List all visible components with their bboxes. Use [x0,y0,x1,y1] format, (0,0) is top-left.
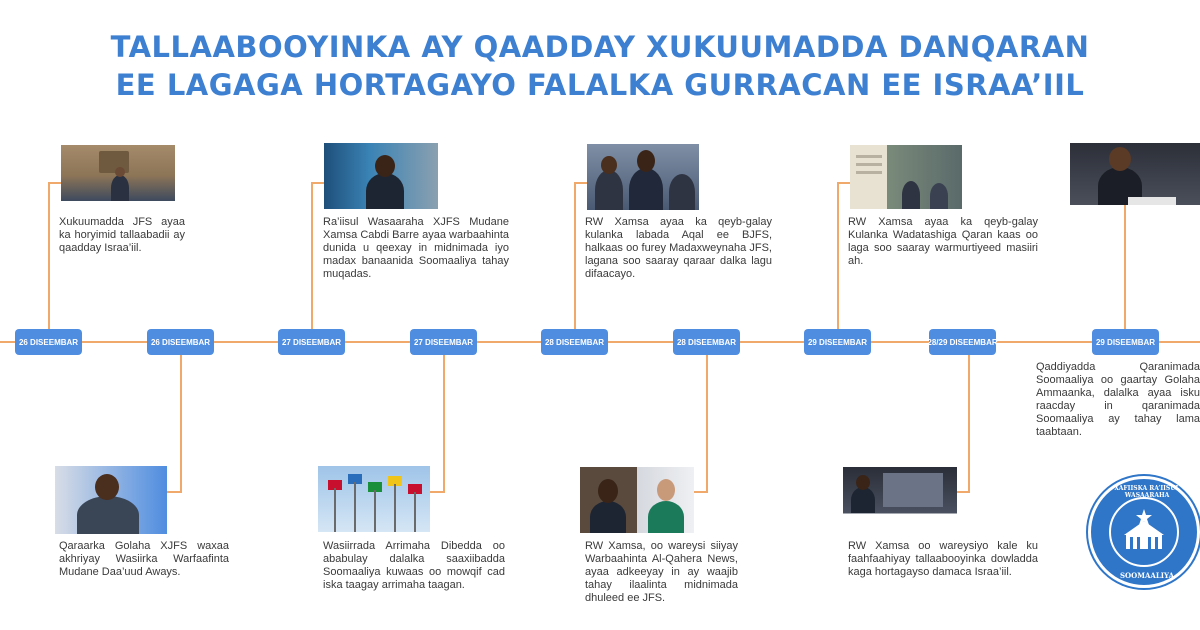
event-description: Xukuumadda JFS ayaa ka horyimid tallaabadii ay qaadday Israa’iil. [59,216,185,254]
minister-speaking-photo [55,466,167,534]
connector-stub-1 [48,182,62,184]
event-description: RW Xamsa ayaa ka qeyb-galay kulanka labada Aqal ee BJFS, halkaas oo furey Madaxweynaha JFS, lagana soo saaray qaraar dalka lagu difaacayo. [585,216,772,280]
seal-bottom-text: SOOMAALIYA [1119,571,1175,580]
connector-stub-4 [429,491,445,493]
building-icon [1109,497,1179,567]
date-badge: 27 DISEEMBAR [278,329,345,355]
parliament-session-photo [587,144,699,210]
government-meeting-photo [61,145,175,201]
date-badge: 29 DISEEMBAR [1092,329,1159,355]
event-description: RW Xamsa, oo wareysi siiyay Warbaahinta Al-Qahera News, ayaa adkeeyay in ay waajib tahay ilaalinta midnimada dhuleed ee JFS. [585,540,738,604]
page-title-line-2: EE LAGAGA HORTAGAYO FALALKA GURRACAN EE ISRAA’IIL [115,68,1085,102]
connector-up-3 [311,183,313,341]
event-description: RW Xamsa oo wareysiyo kale ku faahfaahiyay tallaabooyinka dowladda kaga hortagayso damaca Israa’iil. [848,540,1038,578]
connector-stub-8 [955,491,970,493]
connector-up-7 [837,183,839,341]
consultative-meeting-photo [850,145,962,209]
date-badge: 28/29 DISEEMBAR [929,329,996,355]
connector-down-6 [706,342,708,492]
security-council-photo [1070,143,1200,205]
date-badge: 29 DISEEMBAR [804,329,871,355]
date-badge: 28 DISEEMBAR [541,329,608,355]
date-badge: 27 DISEEMBAR [410,329,477,355]
connector-down-2 [180,342,182,492]
date-badge: 26 DISEEMBAR [15,329,82,355]
date-badge: 26 DISEEMBAR [147,329,214,355]
tv-interview-photo [580,467,694,533]
connector-down-4 [443,342,445,492]
connector-down-8 [968,342,970,492]
event-description: Ra’iisul Wasaaraha XJFS Mudane Xamsa Cabdi Barre ayaa warbaahinta dunida u qeexay in midnimada iyo madax banaanida Soomaaliya tahay muqadas. [323,216,509,280]
event-description: Wasiirrada Arrimaha Dibedda oo ababulay dalalka saaxiibadda Soomaaliya kuwaas oo mowqif cad iska taagay arrimaha taagan. [323,540,505,591]
news-broadcast-photo [843,467,957,525]
date-badge: 28 DISEEMBAR [673,329,740,355]
connector-up-5 [574,183,576,341]
connector-stub-6 [692,491,708,493]
connector-up-9 [1124,205,1126,341]
international-flags-photo [318,466,430,532]
page-title-line-1: TALLAABOOYINKA AY QAADDAY XUKUUMADDA DANQARAN [110,30,1090,64]
connector-stub-7 [837,182,851,184]
event-description: RW Xamsa ayaa ka qeyb-galay Kulanka Wadatashiga Qaran kaas oo laga soo saaray warmurtiyeed masiiri ah. [848,216,1038,267]
prime-minister-interview-photo [324,143,438,209]
seal-top-text: XAFIISKA RA’IISUL WASAARAHA [1114,485,1180,499]
connector-stub-3 [311,182,325,184]
connector-stub-2 [166,491,182,493]
connector-up-1 [48,183,50,341]
event-description: Qaddiyadda Qaranimada Soomaaliya oo gaartay Golaha Ammaanka, dalalka ayaa isku raacday in qaranimada Soomaaliya ay tahay lama taabtaan. [1036,361,1200,438]
connector-stub-5 [574,182,588,184]
event-description: Qaraarka Golaha XJFS waxaa akhriyay Wasiirka Warfaafinta Mudane Daa’uud Aways. [59,540,229,578]
office-seal-logo [1088,476,1200,588]
